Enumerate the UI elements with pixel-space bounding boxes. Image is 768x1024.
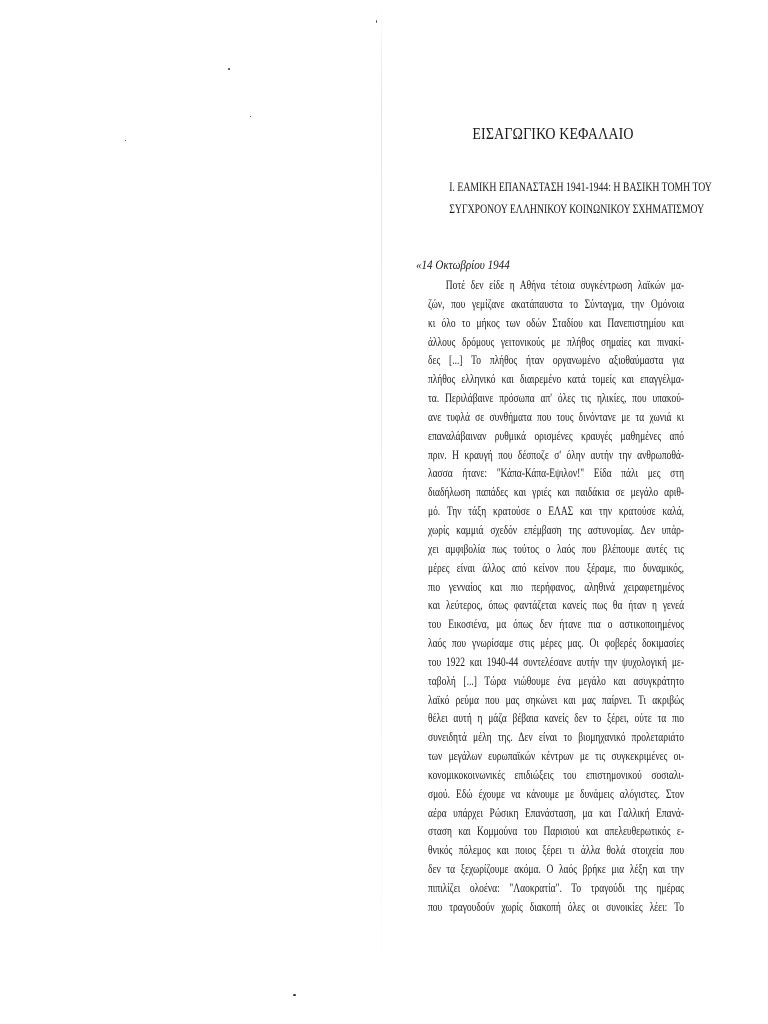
text-line: πριν. Η κραυγή που δέσποζε σ' όλην αυτήν την ανθρωποθά-: [428, 447, 685, 462]
text-line: επαναλάβαιναν ρυθμικά ορισμένες κραυγές μαθημένες από: [428, 428, 685, 443]
text-line: του 1922 και 1940-44 συντελέσανε αυτήν την ψυχολογική με-: [428, 654, 685, 669]
text-line: σμού. Εδώ έχουμε να κάνουμε με δυνάμεις αλόγιστες. Στον: [428, 786, 685, 801]
text-line: κονομικοκοινωνικές επιδιώξεις του επιστημονικού σοσιαλι-: [428, 767, 685, 782]
text-line: δεν τα ξεχωρίζουμε ακόμα. Ο λαός βρήκε μια λέξη και την: [428, 862, 685, 877]
text-line: πιο γενναίος και πιο περήφανος, αληθινά χειραφετημένος: [428, 579, 685, 594]
scan-speck: [125, 140, 126, 141]
text-line: που τραγουδούν χωρίς διακοπή όλες οι συνοικίες λέει: Το: [428, 899, 685, 914]
text-line: και λεύτερος, όπως φαντάζεται κανείς πως θα ήταν η γενεά: [428, 598, 685, 613]
text-line: θνικός πόλεμος και ποιος ξέρει τι άλλα θολά στοιχεία που: [428, 843, 685, 858]
text-line: μέρες είναι άλλος από κείνον που ξέραμε, πιο δυναμικός,: [428, 560, 685, 575]
text-line: λασσα ήτανε: "Κάπα-Κάπα-Εψιλον!" Είδα πάλι μες στη: [428, 466, 685, 481]
section-heading: [420, 176, 712, 220]
text-line: χει αμφιβολία πως τούτος ο λαός που βλέπουμε αυτές τις: [428, 541, 685, 556]
scan-speck: [293, 994, 296, 996]
text-line: μό. Την τάξη κρατούσε ο ΕΛΑΣ και την κρατούσε καλά,: [428, 504, 685, 519]
binding-gutter: [381, 0, 382, 1024]
text-line: τα. Περιλάβαινε πρόσωπα απ' όλες τις ηλικίες, που υπακού-: [428, 391, 685, 406]
text-line: άλλους δρόμους γειτονικούς με πλήθος σημαίες και πινακί-: [428, 334, 685, 349]
text-line: του Εικοσιένα, μα όπως δεν ήτανε πια ο αστικοποιημένος: [428, 617, 685, 632]
text-line: των μεγάλων ευρωπαϊκών κέντρων με τις συγκεκριμένες οι-: [428, 749, 685, 764]
text-line: ανε τυφλά σε συνθήματα που τους δινόντανε με τα χωνιά κι: [428, 409, 685, 424]
text-line: λαϊκό ρεύμα που μας σηκώνει και μας παίρνει. Τι ακριβώς: [428, 692, 685, 707]
text-line: διαδήλωση παπάδες και γριές και παιδάκια σε μεγάλο αριθ-: [428, 485, 685, 500]
scan-speck: [376, 20, 377, 23]
text-line: ζών, που γεμίζανε ακατάπαυστα το Σύνταγμα, την Ομόνοια: [428, 296, 685, 311]
text-line: χωρίς καμμιά σχεδόν επέμβαση της αστυνομίας. Δεν υπάρ-: [428, 522, 685, 537]
text-line: αέρα υπάρχει Ρώσικη Επανάσταση, μα και Γαλλική Επανά-: [428, 805, 685, 820]
text-line: πιπιλίζει ολοένα: "Λαοκρατία". Το τραγούδι της ημέρας: [428, 881, 685, 895]
scan-speck: [228, 68, 230, 70]
text-line: σταση και Κομμούνα του Παρισιού και απελευθερωτικός ε-: [428, 824, 685, 839]
text-line: Ποτέ δεν είδε η Αθήνα τέτοια συγκέντρωση λαϊκών μα-: [445, 278, 685, 292]
chapter-title: ΕΙΣΑΓΩΓΙΚΟ ΚΕΦΑΛΑΙΟ: [472, 124, 634, 143]
scan-speck: [250, 116, 251, 117]
body-text: [428, 276, 684, 917]
text-line: λαός που γνωρίσαμε στις μέρες μας. Οι φοβερές δοκιμασίες: [428, 636, 685, 651]
text-line: θέλει αυτή η μάζα βέβαια κανείς δεν το ξέρει, ούτε τα πιο: [428, 711, 685, 726]
quote-date: «14 Οκτωβρίου 1944: [416, 257, 510, 272]
text-line: δες [...] Το πλήθος ήταν οργανωμένο αξιοθαύμαστα για: [428, 353, 685, 368]
text-line: ταβολή [...] Τώρα νιώθουμε ένα μεγάλο και ασυγκράτητο: [428, 673, 685, 688]
text-line: κι όλο το μήκος των οδών Σταδίου και Πανεπιστημίου και: [428, 315, 685, 330]
text-line: πλήθος ελληνικό και διαιρεμένο κατά τομείς και επαγγέλμα-: [428, 372, 685, 387]
section-heading-line: Ι. ΕΑΜΙΚΗ ΕΠΑΝΑΣΤΑΣΗ 1941-1944: Η ΒΑΣΙΚΗ ΤΟΜΗ ΤΟΥ: [449, 180, 712, 194]
text-line: συνειδητά μέλη της. Δεν είναι το βιομηχανικό προλεταριάτο: [428, 730, 685, 745]
section-heading-line: ΣΥΓΧΡΟΝΟΥ ΕΛΛΗΝΙΚΟΥ ΚΟΙΝΩΝΙΚΟΥ ΣΧΗΜΑΤΙΣΜΟΥ: [449, 202, 705, 216]
